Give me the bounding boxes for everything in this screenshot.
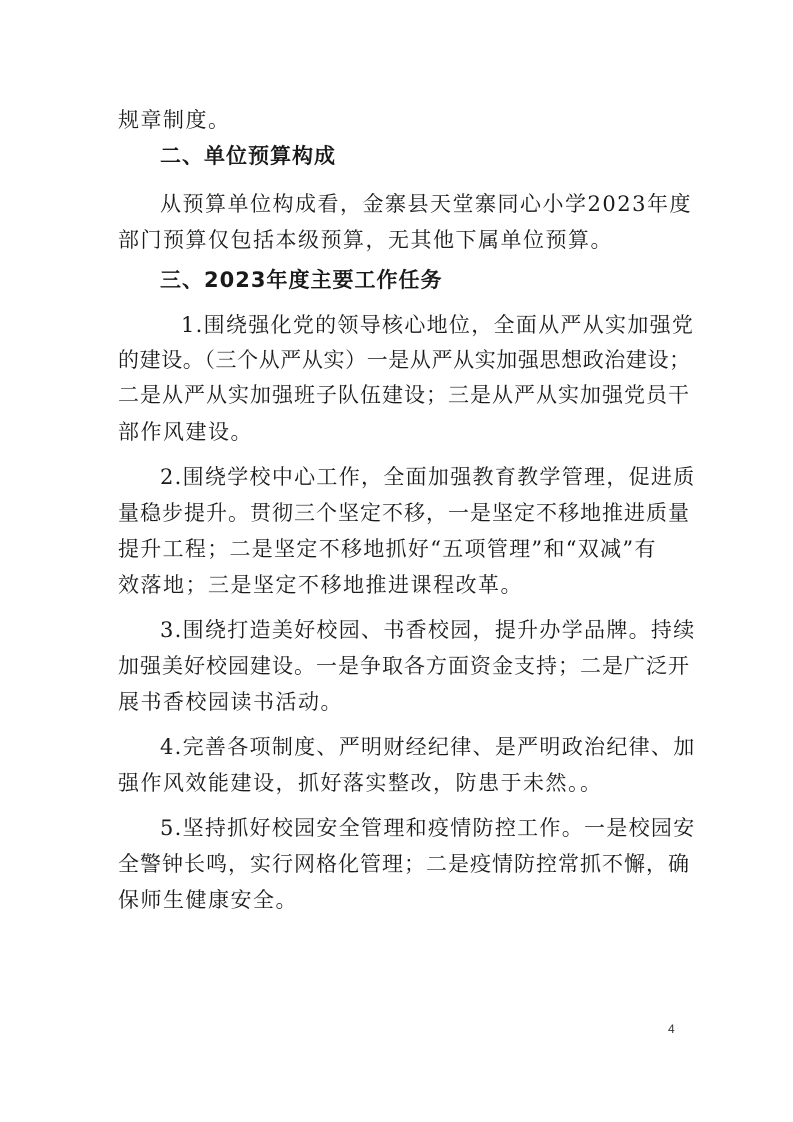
text-line: 3.围绕打造美好校园、书香校园，提升办学品牌。持续 xyxy=(160,618,696,642)
text-line: 4.完善各项制度、严明财经纪律、是严明政治纪律、加 xyxy=(160,735,696,759)
text-line: 全警钟长鸣，实行网格化管理；二是疫情防控常抓不懈，确 xyxy=(118,852,690,876)
text-line: 部作风建设。 xyxy=(118,420,253,444)
text-line: 部门预算仅包括本级预算，无其他下属单位预算。 xyxy=(118,228,613,252)
text-line: 的建设。（三个从严从实）一是从严从实加强思想政治建设； xyxy=(118,348,691,372)
text-line: 保师生健康安全。 xyxy=(118,888,298,912)
section-heading-unit-budget: 二、单位预算构成 xyxy=(160,144,336,168)
text-line: 二是从严从实加强班子队伍建设；三是从严从实加强党员干 xyxy=(118,383,690,407)
text-line: 强作风效能建设，抓好落实整改，防患于未然。。 xyxy=(118,771,603,795)
text-line: 2.围绕学校中心工作，全面加强教育教学管理，促进质 xyxy=(160,465,696,489)
text-line: 提升工程；二是坚定不移地抓好“五项管理”和“双减”有 xyxy=(118,537,657,561)
text-line: 5.坚持抓好校园安全管理和疫情防控工作。一是校园安 xyxy=(160,816,696,840)
section-heading-main-tasks: 三、2023年度主要工作任务 xyxy=(160,268,443,292)
text-line: 展书香校园读书活动。 xyxy=(118,690,343,714)
text-line: 量稳步提升。贯彻三个坚定不移，一是坚定不移地推进质量 xyxy=(118,501,690,525)
text-line: 1.围绕强化党的领导核心地位，全面从严从实加强党 xyxy=(181,313,695,337)
text-line: 效落地；三是坚定不移地推进课程改革。 xyxy=(118,573,523,597)
text-line: 从预算单位构成看，金寨县天堂寨同心小学2023年度 xyxy=(160,192,692,216)
text-line: 规章制度。 xyxy=(118,108,231,132)
page-number: 4 xyxy=(668,1022,675,1036)
text-line: 加强美好校园建设。一是争取各方面资金支持；二是广泛开 xyxy=(118,654,690,678)
